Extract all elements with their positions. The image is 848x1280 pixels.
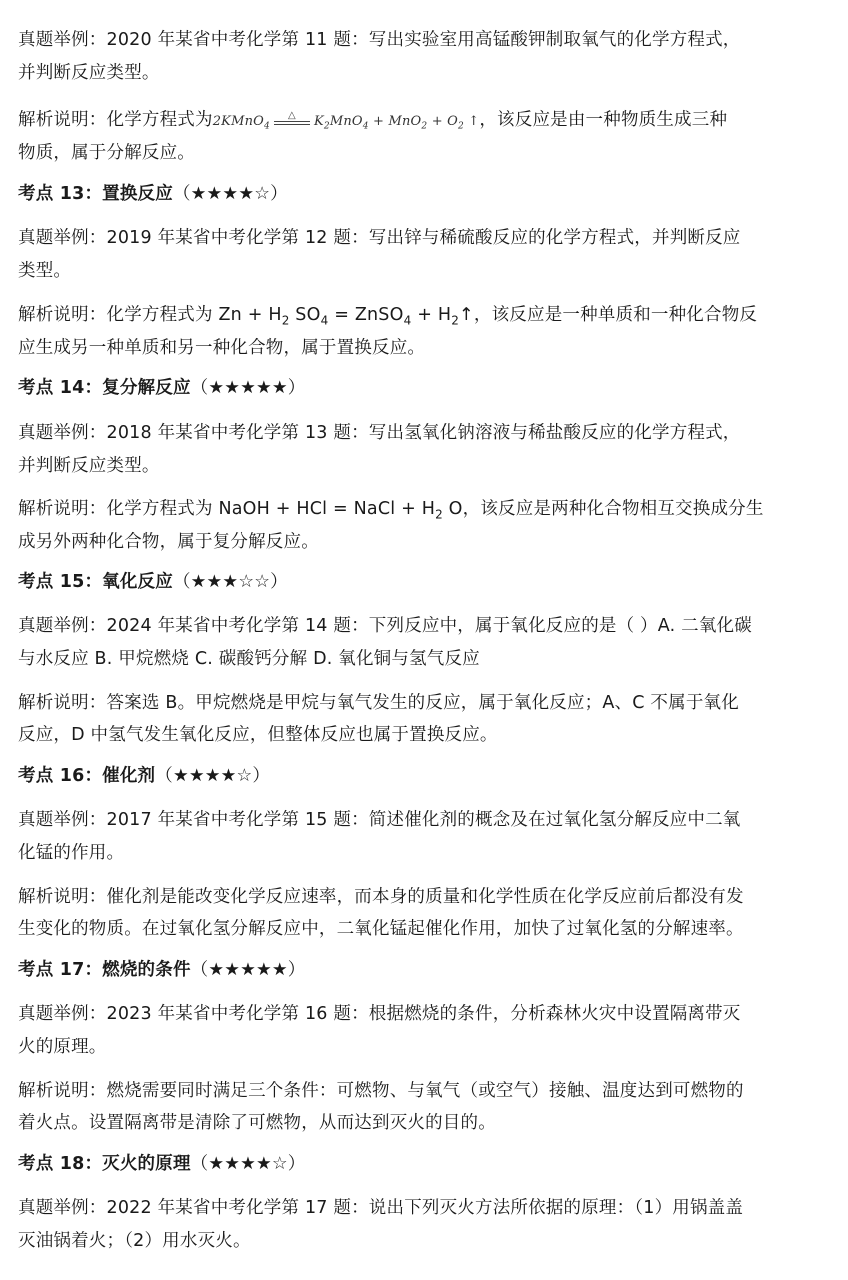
eq-part: K <box>313 114 324 129</box>
heading-title: 考点 14：复分解反应 <box>18 378 191 398</box>
text-line: 物质，属于分解反应。 <box>18 143 195 163</box>
text-span: ↑，该反应是一种单质和一种化合物反 <box>459 305 758 325</box>
eq-sub: 4 <box>403 313 412 328</box>
section-heading-17 <box>18 960 834 980</box>
text-line: 灭油锅着火；（2）用水灭火。 <box>18 1231 251 1251</box>
text-line: 解析说明：催化剂是能改变化学反应速率，而本身的质量和化学性质在化学反应前后都没有发 <box>18 887 744 907</box>
text-line: 并判断反应类型。 <box>18 63 160 83</box>
text-line: 反应，D 中氢气发生氧化反应，但整体反应也属于置换反应。 <box>18 725 498 745</box>
text-line: 生变化的物质。在过氧化氢分解反应中，二氧化锰起催化作用，加快了过氧化氢的分解速率。 <box>18 919 744 939</box>
eq-sub: 2 <box>451 313 460 328</box>
text-line: 真题举例：2024 年某省中考化学第 14 题：下列反应中，属于氧化反应的是（ ）A. 二氧化碳 <box>18 616 752 636</box>
section-heading-18 <box>18 1154 834 1174</box>
section-heading-16 <box>18 766 834 786</box>
eq-sub: 2 <box>281 313 290 328</box>
text-span: O，该反应是两种化合物相互交换成分生 <box>442 499 764 519</box>
eq-part: MnO <box>329 114 363 129</box>
text-span: + H <box>411 305 452 325</box>
arrow-up-icon: ↑ <box>463 114 480 129</box>
heading-title: 考点 13：置换反应 <box>18 184 173 204</box>
heat-condition-sign <box>274 109 310 129</box>
eq-part: + MnO <box>368 114 422 129</box>
text-line: 真题举例：2023 年某省中考化学第 16 题：根据燃烧的条件，分析森林火灾中设置隔离带灭 <box>18 1004 741 1024</box>
text-span: 解析说明：化学方程式为 Zn + H <box>18 305 282 325</box>
eq-sub: 2 <box>323 121 330 132</box>
text-span: 解析说明：化学方程式为 <box>18 110 213 130</box>
star-rating: （★★★★★） <box>190 378 306 398</box>
text-span: = ZnSO <box>328 305 404 325</box>
equal-line <box>274 121 310 122</box>
text-line: 解析说明：燃烧需要同时满足三个条件：可燃物、与氧气（或空气）接触、温度达到可燃物的 <box>18 1081 744 1101</box>
eq-sub: 4 <box>362 121 369 132</box>
text-line: 火的原理。 <box>18 1037 107 1057</box>
section-heading-15 <box>18 572 834 592</box>
text-line: 应生成另一种单质和另一种化合物，属于置换反应。 <box>18 338 426 358</box>
text-line: 真题举例：2020 年某省中考化学第 11 题：写出实验室用高锰酸钾制取氧气的化学方程式， <box>18 30 741 50</box>
heading-title: 考点 18：灭火的原理 <box>18 1154 191 1174</box>
text-line: 真题举例：2022 年某省中考化学第 17 题：说出下列灭火方法所依据的原理：（1）用锅盖盖 <box>18 1198 744 1218</box>
star-rating: （★★★★★） <box>190 960 306 980</box>
text-line: 真题举例：2019 年某省中考化学第 12 题：写出锌与稀硫酸反应的化学方程式，并判断反应 <box>18 228 741 248</box>
text-span: ，该反应是由一种物质生成三种 <box>479 110 728 130</box>
heading-title: 考点 17：燃烧的条件 <box>18 960 191 980</box>
eq-sub: 4 <box>264 121 270 132</box>
text-line: 成另外两种化合物，属于复分解反应。 <box>18 532 319 552</box>
star-rating: （★★★☆☆） <box>172 572 288 592</box>
text-line: 类型。 <box>18 261 72 281</box>
star-rating: （★★★★☆） <box>172 184 288 204</box>
text-line-equation <box>18 110 834 137</box>
eq-part: 2KMnO <box>212 114 265 129</box>
text-span: SO <box>289 305 321 325</box>
star-rating: （★★★★☆） <box>190 1154 306 1174</box>
eq-part: + O <box>427 114 458 129</box>
text-line: 与水反应 B. 甲烷燃烧 C. 碳酸钙分解 D. 氧化铜与氢气反应 <box>18 649 480 669</box>
text-line: 真题举例：2017 年某省中考化学第 15 题：简述催化剂的概念及在过氧化氢分解反应中二氧 <box>18 810 741 830</box>
eq-sub: 2 <box>435 507 443 522</box>
eq-sub: 2 <box>457 121 464 132</box>
text-line-equation <box>18 305 834 331</box>
heading-title: 考点 16：催化剂 <box>18 766 156 786</box>
star-rating: （★★★★☆） <box>155 766 271 786</box>
section-heading-14 <box>18 378 834 398</box>
equal-line <box>274 124 310 125</box>
text-span: 解析说明：化学方程式为 NaOH + HCl = NaCl + H <box>18 499 436 519</box>
text-line: 并判断反应类型。 <box>18 456 160 476</box>
text-line: 着火点。设置隔离带是清除了可燃物，从而达到灭火的目的。 <box>18 1113 496 1133</box>
eq-sub: 2 <box>421 121 428 132</box>
section-heading-13 <box>18 184 834 204</box>
eq-sub: 4 <box>320 313 329 328</box>
heading-title: 考点 15：氧化反应 <box>18 572 173 592</box>
text-line-equation <box>18 499 834 525</box>
text-line: 化锰的作用。 <box>18 843 125 863</box>
heat-triangle-icon: △ <box>288 109 296 121</box>
text-line: 解析说明：答案选 B。甲烷燃烧是甲烷与氧气发生的反应，属于氧化反应；A、C 不属于氧化 <box>18 693 739 713</box>
chemical-equation <box>212 109 480 132</box>
text-line: 真题举例：2018 年某省中考化学第 13 题：写出氢氧化钠溶液与稀盐酸反应的化学方程式， <box>18 423 741 443</box>
